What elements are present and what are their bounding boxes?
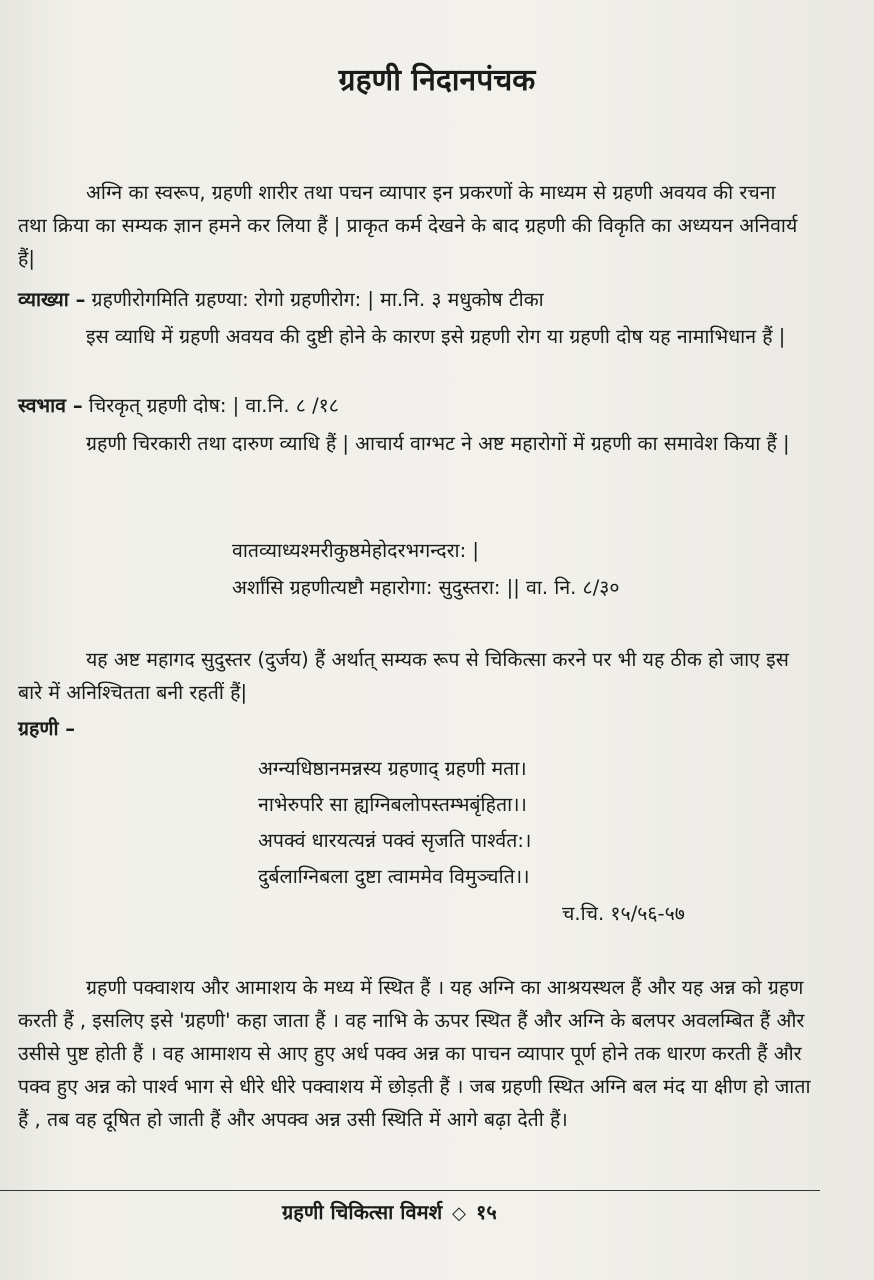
shloka-line: दुर्बलाग्निबला दुष्टा त्वाममेव विमुञ्चति।। bbox=[258, 865, 530, 888]
page-number: १५ bbox=[476, 1200, 497, 1224]
book-title: ग्रहणी चिकित्सा विमर्श bbox=[282, 1200, 443, 1224]
verse-line: अर्शांसि ग्रहणीत्यष्टौ महारोगा: सुदुस्तरा: || वा. नि. ८/३० bbox=[232, 576, 620, 599]
vyakhya-line bbox=[18, 283, 818, 316]
svabhav-explanation: ग्रहणी चिरकारी तथा दारुण व्याधि हैं | आचार्य वाग्भट ने अष्ट महारोगों में ग्रहणी का समावेश किया हैं | bbox=[86, 432, 790, 455]
page-footer bbox=[282, 1198, 497, 1225]
vyakhya-explanation: इस व्याधि में ग्रहणी अवयव की दुष्टी होने के कारण इसे ग्रहणी रोग या ग्रहणी दोष यह नामाभिधान हैं | bbox=[86, 325, 786, 348]
svabhav-text: चिरकृत् ग्रहणी दोष: | वा.नि. ८ /१८ bbox=[82, 394, 339, 417]
shloka-line: अपक्वं धारयत्यन्नं पक्वं सृजति पार्श्वत:। bbox=[258, 829, 532, 852]
svabhav-line bbox=[18, 389, 818, 422]
shloka-line: नाभेरुपरि सा ह्यग्निबलोपस्तम्भबृंहिता।। bbox=[258, 793, 527, 816]
closing-paragraph: ग्रहणी पक्वाशय और आमाशय के मध्य में स्थित हैं । यह अग्नि का आश्रयस्थल हैं और यह अन्न को ग्रहण करती हैं , इसलिए इसे 'ग्रहणी' कहा जाता हैं । वह नाभि के ऊपर स्थित हैं और अग्नि के बलपर अवलम्बित हैं और उसीसे पुष्ट होती हैं । वह आमाशय से आए हुए अर्ध पक्व अन्न का पाचन व्यापार पूर्ण होने तक धारण करती हैं और पक्व हुए अन्न को पार्श्व भाग से धीरे धीरे पक्वाशय में छोड़ती हैं । जब ग्रहणी स्थित अग्नि बल मंद या क्षीण हो जाता हैं , तब वह दूषित हो जाती हैं और अपक्व अन्न उसी स्थिति में आगे बढ़ा देती हैं। bbox=[18, 976, 811, 1131]
svabhav-label: स्वभाव – bbox=[18, 394, 83, 417]
shloka-line: अग्न्यधिष्ठानमन्नस्य ग्रहणाद् ग्रहणी मता। bbox=[258, 757, 527, 780]
intro-paragraph: अग्नि का स्वरूप, ग्रहणी शारीर तथा पचन व्यापार इन प्रकरणों के माध्यम से ग्रहणी अवयव की रचना तथा क्रिया का सम्यक ज्ञान हमने कर लिया हैं | प्राकृत कर्म देखने के बाद ग्रहणी की विकृति का अध्ययन अनिवार्य हैं| bbox=[18, 181, 798, 270]
diamond-icon: ◇ bbox=[452, 1203, 467, 1224]
shloka-reference: च.चि. १५/५६-५७ bbox=[562, 902, 685, 925]
ashta-paragraph: यह अष्ट महागद सुदुस्तर (दुर्जय) हैं अर्थात् सम्यक रूप से चिकित्सा करने पर भी यह ठीक हो जाए इस बारे में अनिश्चितता बनी रहतीं हैं| bbox=[18, 648, 789, 704]
vyakhya-label: व्याख्या – bbox=[18, 288, 86, 311]
verse-line: वातव्याध्यश्मरीकुष्ठमेहोदरभगन्दरा: | bbox=[232, 539, 479, 562]
footer-divider bbox=[0, 1190, 820, 1191]
grahani-label: ग्रहणी – bbox=[18, 717, 76, 740]
chapter-title: ग्रहणी निदानपंचक bbox=[338, 63, 536, 98]
vyakhya-text: ग्रहणीरोगमिति ग्रहण्या: रोगो ग्रहणीरोग: | मा.नि. ३ मधुकोष टीका bbox=[85, 288, 544, 311]
